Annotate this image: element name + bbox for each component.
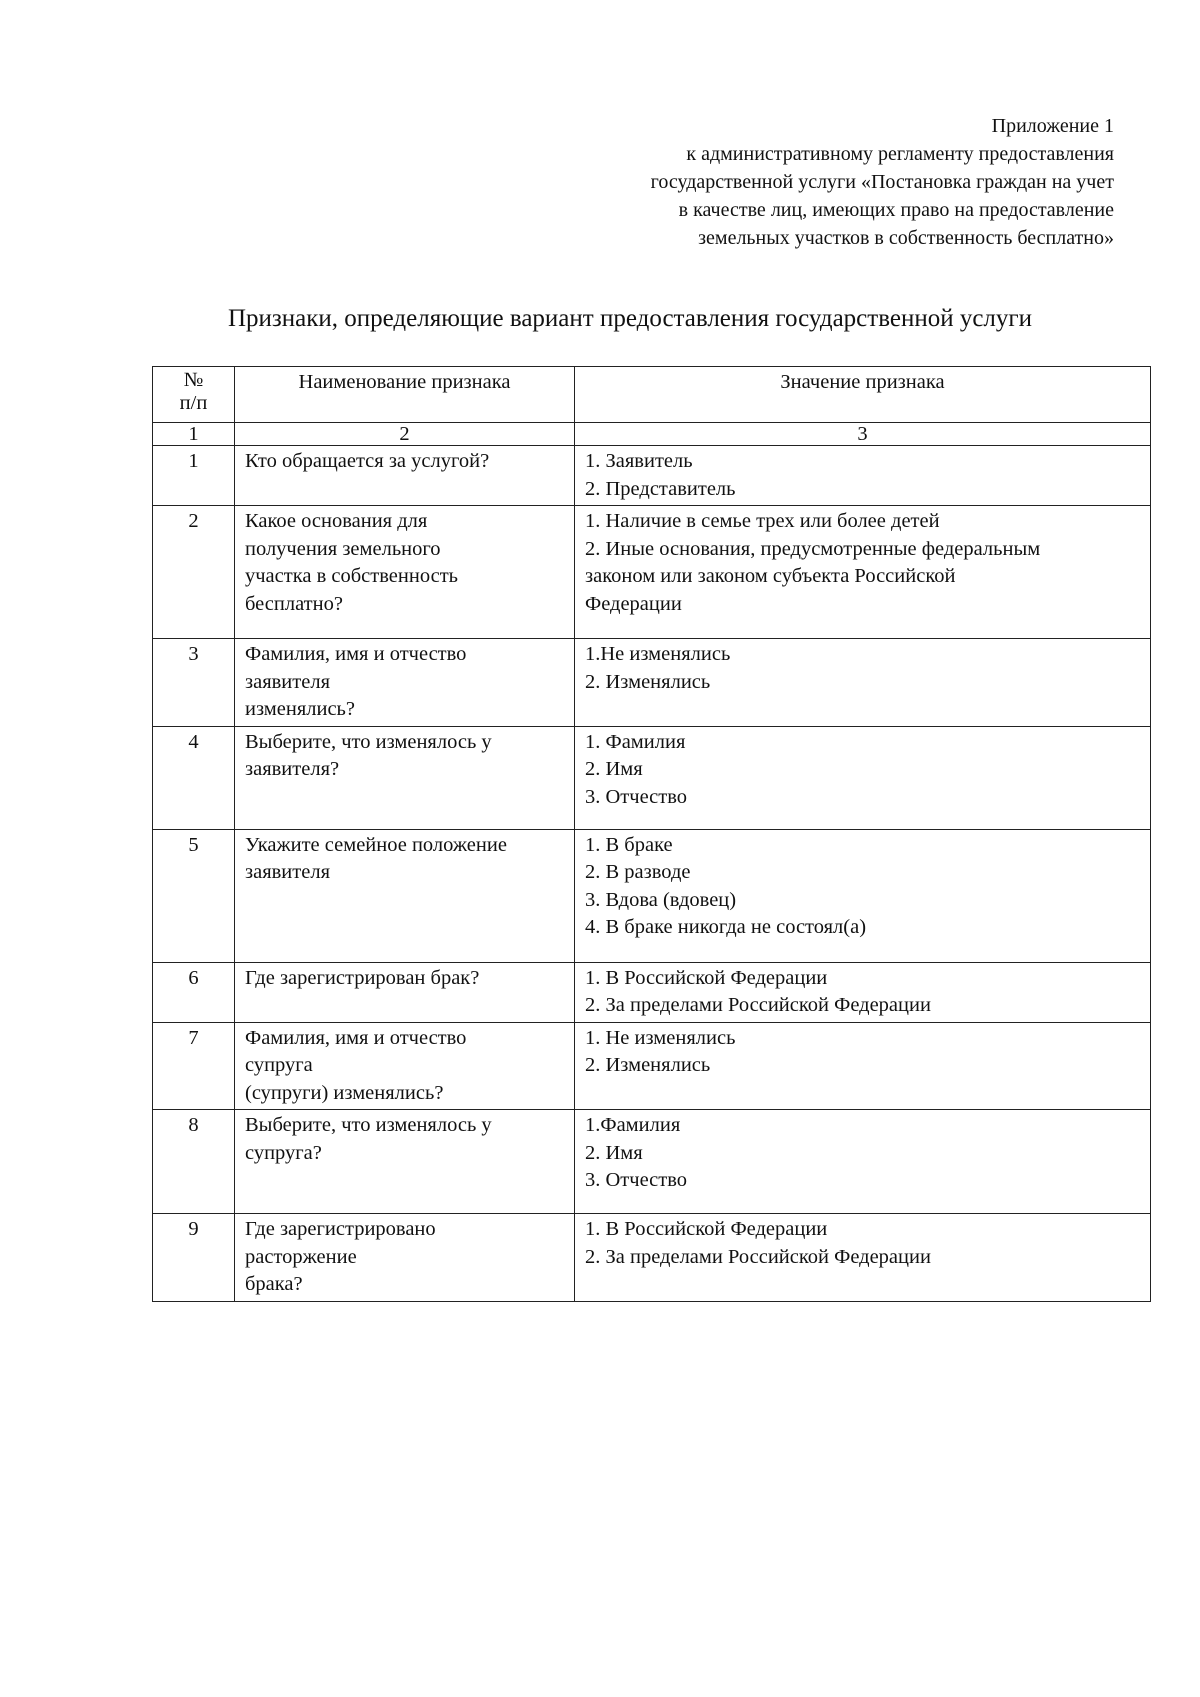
sign-name [235, 506, 575, 639]
sign-values [575, 639, 1151, 727]
header-number-line: № [183, 369, 204, 391]
sign-name-line: Выберите, что изменялось у [245, 1114, 492, 1136]
sign-values [575, 1022, 1151, 1110]
row-number: 4 [153, 726, 235, 829]
sign-value-line: 1.Фамилия [585, 1114, 681, 1136]
column-number: 2 [235, 423, 575, 446]
row-number: 5 [153, 829, 235, 962]
sign-name-line: супруга? [245, 1141, 322, 1164]
appendix-header [651, 112, 1114, 252]
sign-values [575, 1110, 1151, 1214]
sign-value-line: 1. Не изменялись [585, 1026, 736, 1049]
sign-name-line: участка в собственность [245, 565, 458, 587]
sign-name [235, 726, 575, 829]
sign-value-line: законом или законом субъекта Российской [585, 565, 956, 587]
sign-value-line: 1.Не изменялись [585, 643, 731, 665]
appendix-line: земельных участков в собственность бесплатно» [698, 227, 1114, 249]
table-row [153, 639, 1151, 727]
sign-name-line: брака? [245, 1273, 303, 1295]
sign-name-line: Фамилия, имя и отчество [245, 643, 467, 665]
appendix-line: к административному регламенту предоставления [686, 143, 1114, 165]
sign-value-line: 2. Иные основания, предусмотренные федеральным [585, 537, 1041, 560]
sign-name-line: супруга [245, 1054, 313, 1076]
sign-values [575, 726, 1151, 829]
sign-values [575, 506, 1151, 639]
sign-name-line: заявителя? [245, 758, 340, 780]
sign-name-line: бесплатно? [245, 592, 343, 615]
sign-value-line: 2. Представитель [585, 477, 736, 500]
table-body [153, 423, 1151, 1302]
sign-name-line: изменялись? [245, 698, 355, 720]
appendix-line: Приложение 1 [991, 115, 1114, 137]
sign-value-line: 2. За пределами Российской Федерации [585, 1245, 931, 1268]
appendix-line: государственной услуги «Постановка граждан на учет [650, 171, 1114, 193]
table-row [153, 506, 1151, 639]
sign-values [575, 829, 1151, 962]
sign-name [235, 1110, 575, 1214]
row-number: 3 [153, 639, 235, 727]
table-row [153, 829, 1151, 962]
table-row [153, 446, 1151, 506]
sign-name [235, 962, 575, 1022]
sign-values [575, 1214, 1151, 1302]
sign-name [235, 1022, 575, 1110]
sign-value-line: 1. В Российской Федерации [585, 966, 828, 989]
sign-value-line: 1. В Российской Федерации [585, 1218, 828, 1240]
sign-value-line: 1. Заявитель [585, 450, 693, 472]
sign-name-line: расторжение [245, 1245, 357, 1268]
sign-value-line: 4. В браке никогда не состоял(а) [585, 916, 867, 938]
row-number: 9 [153, 1214, 235, 1302]
sign-name-line: Где зарегистрировано [245, 1218, 436, 1240]
table-header-row [153, 367, 1151, 423]
sign-name-line: Какое основания для [245, 510, 428, 532]
sign-value-line: Федерации [585, 592, 682, 615]
sign-name-line: Фамилия, имя и отчество [245, 1026, 467, 1049]
sign-name [235, 1214, 575, 1302]
header-number [153, 367, 235, 423]
table-row [153, 1022, 1151, 1110]
sign-values [575, 962, 1151, 1022]
sign-name [235, 639, 575, 727]
document-title: Признаки, определяющие вариант предоставления государственной услуги [227, 305, 1033, 332]
sign-value-line: 1. Фамилия [585, 730, 686, 753]
sign-values [575, 446, 1151, 506]
sign-name-line: Где зарегистрирован брак? [245, 966, 480, 989]
header-sign-value: Значение признака [575, 367, 1151, 423]
sign-value-line: 1. Наличие в семье трех или более детей [585, 510, 940, 532]
row-number: 6 [153, 962, 235, 1022]
signs-table [152, 366, 1151, 1302]
sign-name [235, 829, 575, 962]
sign-name-line: (супруги) изменялись? [245, 1081, 444, 1104]
sign-value-line: 3. Отчество [585, 1169, 688, 1191]
sign-value-line: 2. В разводе [585, 861, 691, 883]
column-number-row [153, 423, 1151, 446]
sign-value-line: 2. Имя [585, 1141, 643, 1164]
row-number: 8 [153, 1110, 235, 1214]
sign-name-line: Укажите семейное положение [245, 833, 507, 856]
sign-value-line: 2. Имя [585, 758, 643, 780]
sign-value-line: 1. В браке [585, 833, 673, 856]
header-number-line: п/п [179, 392, 208, 414]
sign-value-line: 2. Изменялись [585, 670, 711, 693]
sign-value-line: 2. Изменялись [585, 1054, 711, 1076]
sign-name-line: заявителя [245, 861, 330, 883]
sign-value-line: 3. Отчество [585, 785, 688, 808]
column-number: 1 [153, 423, 235, 446]
table-row [153, 962, 1151, 1022]
appendix-line: в качестве лиц, имеющих право на предоставление [678, 199, 1114, 221]
table-row [153, 1110, 1151, 1214]
sign-name [235, 446, 575, 506]
row-number: 1 [153, 446, 235, 506]
sign-name-line: заявителя [245, 670, 330, 693]
row-number: 7 [153, 1022, 235, 1110]
header-sign-name: Наименование признака [235, 367, 575, 423]
sign-name-line: получения земельного [245, 537, 441, 560]
table-row [153, 1214, 1151, 1302]
sign-name-line: Выберите, что изменялось у [245, 730, 492, 753]
table-row [153, 726, 1151, 829]
sign-value-line: 3. Вдова (вдовец) [585, 888, 737, 911]
sign-name-line: Кто обращается за услугой? [245, 450, 490, 472]
sign-value-line: 2. За пределами Российской Федерации [585, 994, 931, 1016]
row-number: 2 [153, 506, 235, 639]
column-number: 3 [575, 423, 1151, 446]
